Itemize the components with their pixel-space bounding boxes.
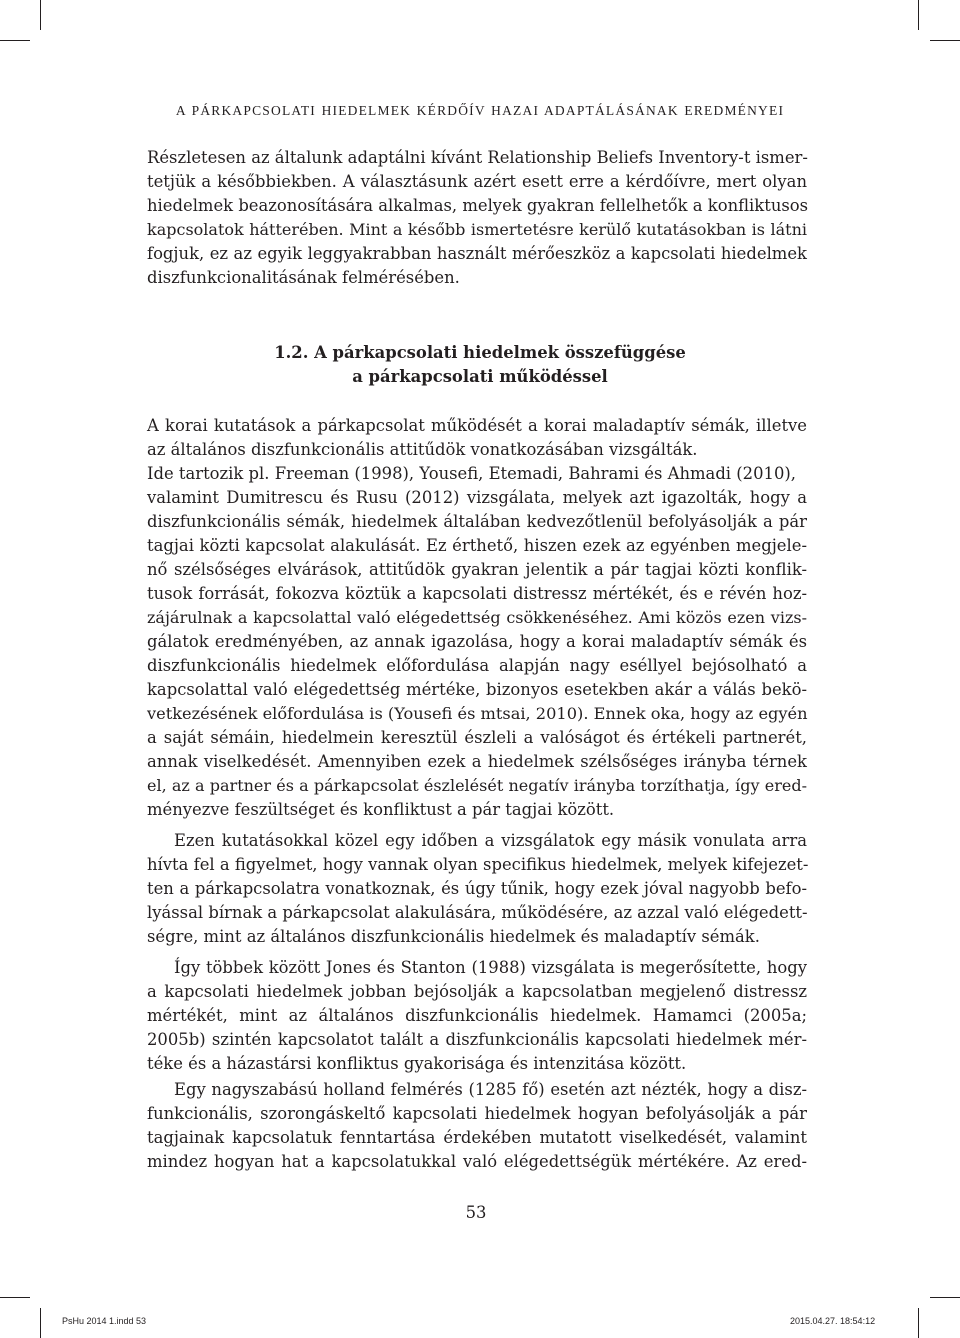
text-line: téke és a házastársi konfliktus gyakorisága és intenzitása között.	[147, 1054, 687, 1073]
text-line: tusok forrását, fokozva köztük a kapcsolati distressz mértékét, és e révén hoz-	[147, 584, 807, 603]
text-line: el, az a partner és a párkapcsolat észlelését negatív irányba torzíthatja, így ered-	[147, 776, 807, 795]
text-line: Ezen kutatásokkal közel egy időben a vizsgálatok egy másik vonulata arra	[174, 831, 807, 850]
text-line: az általános diszfunkcionális attitűdök vonatkozásában vizsgálták.	[147, 440, 698, 459]
text-line: tagjai közti kapcsolat alakulását. Ez érthető, hiszen ezek az egyénben megjele-	[147, 536, 807, 555]
text-line: fogjuk, ez az egyik leggyakrabban használt mérőeszköz a kapcsolati hiedelmek	[147, 244, 807, 263]
text-line: a saját sémáin, hiedelmein keresztül észleli a valóságot és értékeli partnerét,	[147, 728, 807, 747]
crop-mark-top-left-horizontal	[0, 40, 30, 41]
section-heading-line-1: 1.2. A párkapcsolati hiedelmek összefüggése	[274, 343, 686, 362]
text-line: zájárulnak a kapcsolattal való elégedettség csökkenéséhez. Ami közös ezen vizs-	[147, 608, 807, 627]
text-line: Így többek között Jones és Stanton (1988) vizsgálata is megerősítette, hogy	[174, 958, 807, 977]
text-line: ten a párkapcsolatra vonatkoznak, és úgy tűnik, hogy ezek jóval nagyobb befo-	[147, 879, 807, 898]
text-line: nő szélsőséges elvárások, attitűdök gyakran jelentik a pár tagjai közti konflik-	[147, 560, 807, 579]
text-line: tetjük a későbbiekben. A választásunk azért esett erre a kérdőívre, mert olyan	[147, 172, 807, 191]
page-number: 53	[465, 1203, 487, 1222]
section-heading-line-2: a párkapcsolati működéssel	[352, 367, 608, 386]
text-line: Ide tartozik pl. Freeman (1998), Yousefi, Etemadi, Bahrami és Ahmadi (2010),	[147, 464, 796, 483]
text-line: kapcsolatok hátterében. Mint a később ismertetésre kerülő kutatásokban is látni	[147, 220, 807, 239]
text-line: hívta fel a figyelmet, hogy vannak olyan specifikus hiedelmek, melyek kifejezet-	[147, 855, 809, 874]
crop-mark-bottom-left	[40, 1308, 41, 1338]
crop-mark-bottom-right-horizontal	[930, 1297, 960, 1298]
print-slug-timestamp: 2015.04.27. 18:54:12	[790, 1316, 876, 1326]
text-line: hiedelmek beazonosítására alkalmas, melyek gyakran fellelhetők a konfliktusos	[147, 196, 809, 215]
text-line: funkcionális, szorongáskeltő kapcsolati hiedelmek hogyan befolyásolják a pár	[147, 1104, 807, 1123]
text-line: tagjainak kapcsolatuk fenntartása érdekében mutatott viselkedését, valamint	[147, 1128, 807, 1147]
text-line: kapcsolattal való elégedettség mértéke, bizonyos esetekben akár a válás bekö-	[147, 680, 807, 699]
crop-mark-top-left	[40, 0, 41, 30]
crop-mark-bottom-left-horizontal	[0, 1297, 30, 1298]
running-head: A PÁRKAPCSOLATI HIEDELMEK KÉRDŐÍV HAZAI ADAPTÁLÁSÁNAK EREDMÉNYEI	[175, 103, 785, 118]
text-line: lyással bírnak a párkapcsolat alakulására, működésére, az azzal való elégedett-	[147, 903, 808, 922]
text-line: ményezve feszültséget és konfliktust a pár tagjai között.	[147, 800, 615, 819]
text-line: diszfunkcionalitásának felmérésében.	[147, 268, 460, 287]
text-line: diszfunkcionális hiedelmek előfordulása alapján nagy eséllyel bejósolható a	[147, 656, 807, 675]
text-line: mértékét, mint az általános diszfunkcionális hiedelmek. Hamamci (2005a;	[147, 1006, 807, 1025]
crop-mark-top-right	[918, 0, 919, 30]
text-line: Részletesen az általunk adaptálni kívánt Relationship Beliefs Inventory-t ismer-	[147, 148, 808, 167]
print-slug-file: PsHu 2014 1.indd 53	[62, 1316, 147, 1326]
text-line: annak viselkedését. Amennyiben ezek a hiedelmek szélsőséges irányba térnek	[147, 752, 807, 771]
text-line: valamint Dumitrescu és Rusu (2012) vizsgálata, melyek azt igazolták, hogy a	[147, 488, 807, 507]
text-line: gálatok eredményében, az annak igazolása, hogy a korai maladaptív sémák és	[147, 632, 807, 651]
text-line: A korai kutatások a párkapcsolat működését a korai maladaptív sémák, illetve	[147, 416, 807, 435]
text-line: 2005b) szintén kapcsolatot talált a diszfunkcionális kapcsolati hiedelmek mér-	[147, 1030, 807, 1049]
text-line: a kapcsolati hiedelmek jobban bejósolják a kapcsolatban megjelenő distressz	[147, 982, 807, 1001]
crop-mark-top-right-horizontal	[930, 40, 960, 41]
text-line: vetkezésének előfordulása is (Yousefi és mtsai, 2010). Ennek oka, hogy az egyén	[147, 704, 808, 723]
text-line: ségre, mint az általános diszfunkcionális hiedelmek és maladaptív sémák.	[147, 927, 760, 946]
crop-mark-bottom-right	[918, 1308, 919, 1338]
text-line: Egy nagyszabású holland felmérés (1285 fő) esetén azt nézték, hogy a disz-	[174, 1080, 807, 1099]
text-line: diszfunkcionális sémák, hiedelmek általában kedvezőtlenül befolyásolják a pár	[147, 512, 807, 531]
text-line: mindez hogyan hat a kapcsolatukkal való elégedettségük mértékére. Az ered-	[147, 1152, 807, 1171]
